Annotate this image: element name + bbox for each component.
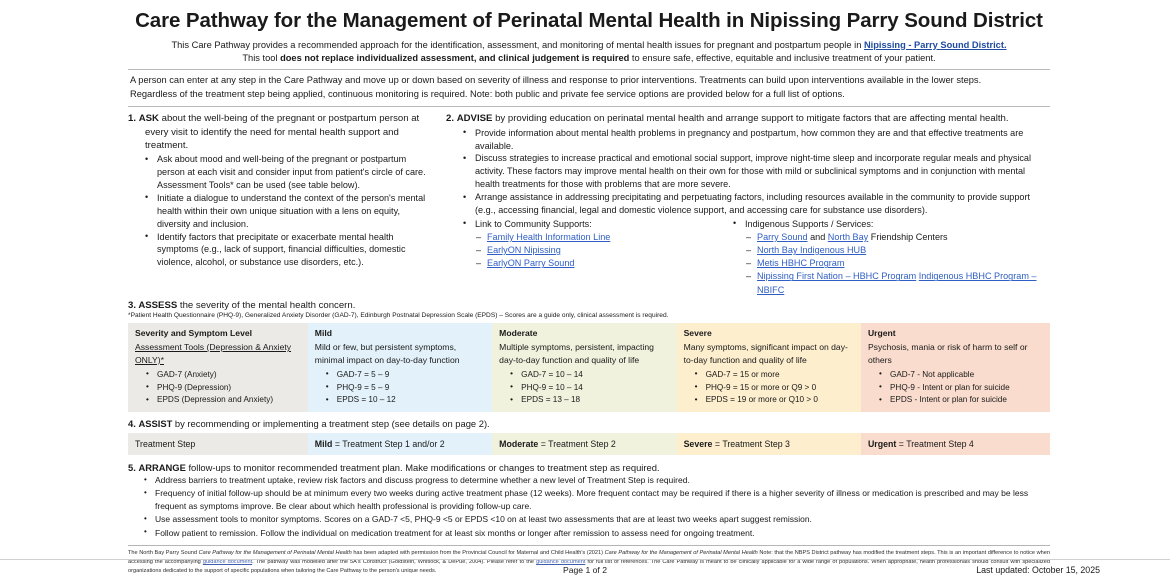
link-north-bay-friendship-centre[interactable]: North Bay [827,231,869,242]
step-1-keyword: ASK [138,113,159,125]
treatment-step-level-mild: Mild [314,439,333,450]
step-3-heading [128,300,1050,311]
intro-line-2 [128,52,1050,65]
treatment-step-cell-urgent [861,433,1050,455]
step-2-heading [446,112,1050,125]
cell-bullets [868,369,1043,407]
link-earlyon-nipissing[interactable]: EarlyON Nipissing [487,245,561,256]
entry-note-box [128,69,1050,107]
link-family-health-information-line[interactable]: Family Health Information Line [487,231,611,242]
source-note-title-2: Care Pathway for the Management of Perinatal Mental Health [604,550,758,557]
district-link[interactable]: Nipissing - Parry Sound District. [863,39,1007,50]
page-number: Page 1 of 2 [563,565,607,575]
list-item: • GAD-7 (Anxiety) [146,369,301,382]
cell-subtitle: Multiple symptoms, persistent, impacting day-to-day function and quality of life [499,342,654,366]
treatment-step-level-moderate: Moderate [499,439,539,450]
treatment-step-value-moderate: Treatment Step 2 [548,439,616,450]
intro-paragraph [128,39,1050,66]
intro-line-2-emphasis: does not replace individualized assessment, and clinical judgement is required [280,53,630,64]
treatment-step-cell-mild [308,433,492,455]
list-item: • Discuss strategies to increase practical and emotional social support, improve night-time sleep and incorporate regular meals and physical activity. These factors may improve mental health on their own for those with mild or subclinical symptoms and in conjunction with mental health treatments for those with problems that are more severe. [462,152,1050,191]
list-item [476,257,696,270]
step-4-keyword: ASSIST [138,418,173,430]
cell-bullets [499,369,669,407]
supports-links-row [446,218,1050,297]
list-item: • Arrange assistance in addressing precipitating and perpetuating factors, including resources available in the community to provide support (e.g., accessing financial, legal and domestic violence support, and accessing care for substance use disorders). [462,191,1050,217]
step-2-heading-rest: by providing education on perinatal mental health and arrange support to mitigate factors that are affecting mental health. [492,113,1009,125]
cell-subtitle: Assessment Tools (Depression & Anxiety ONLY)* [135,342,292,366]
indigenous-supports-block [716,218,1050,297]
step-3-number: 3. [128,299,137,311]
treatment-step-label-cell [128,433,308,455]
step-2-keyword: ADVISE [456,113,493,125]
indigenous-supports-header-list [716,218,1050,231]
treatment-step-sep-0: = [332,439,343,450]
list-item: • Identify factors that precipitate or exacerbate mental health symptoms (e.g., lack of support, financial difficulties, domestic violence, alcohol, or substance use disorders, etc.). [144,231,428,270]
source-note-part-d: . The pathway was modelled after the 5A's Construct (Goldstein, Whitlock, & DePue, 2004). Please refer to the [252,558,537,565]
step-3-heading-rest: the severity of the mental health concern. [177,299,356,311]
indigenous-links-list [716,231,1050,297]
list-item: • GAD-7 - Not applicable [879,369,1043,382]
link-guidance-document-2[interactable]: guidance document [536,558,586,565]
cell-subtitle: Mild or few, but persistent symptoms, minimal impact on day-to-day function [314,342,460,366]
severity-table [128,323,1050,412]
community-supports-label: • Link to Community Supports: [462,218,696,231]
footer-inner [0,565,1170,581]
cell-bullets [684,369,854,407]
treatment-step-level-severe: Severe [683,439,713,450]
indigenous-item-0-tail: Friendship Centers [868,231,948,242]
step-5-heading-rest: follow-ups to monitor recommended treatment plan. Make modifications or changes to treatment step as required. [185,462,660,474]
intro-line-1-text: This Care Pathway provides a recommended approach for the identification, assessment, and monitoring of mental health issues for pregnant and postpartum people in [171,39,864,50]
treatment-step-sep-3: = [896,439,907,450]
cell-subtitle: Psychosis, mania or risk of harm to self or others [867,342,1028,366]
step-4-number: 4. [128,418,136,430]
treatment-step-sep-1: = [538,439,549,450]
source-note-part-b: has been adapted with permission from the Provincial Council for Maternal and Child Health's (2021) [351,550,605,557]
source-note-part-c: Note: that the NBPS District pathway has modified the treatment steps. This is an important difference to notice when accessing the accompanying [128,550,1050,565]
step-4-heading [128,418,1050,429]
link-nipissing-first-nation-hbhc-program[interactable]: Nipissing First Nation – HBHC Program [757,271,917,282]
list-item: • PHQ-9 - Intent or plan for suicide [879,382,1043,395]
list-item: • Frequency of initial follow-up should be at minimum every two weeks during active treatment phase (12 weeks). More frequent contact may be required if there is a higher severity of illness or medication is prescribed and may be less frequent as symptoms improve. Be clear about which health professional is providing follow-up care. [142,487,1050,513]
step-5-keyword: ARRANGE [138,462,186,474]
list-item [746,257,1050,270]
step-1-number: 1. [128,113,137,125]
table-row [128,323,1050,412]
table-row [128,433,1050,455]
entry-note-line-2: Regardless of the treatment step being applied, continuous monitoring is required. Note: both public and private fee service options are provided below for a full list of options. [130,89,845,100]
list-item [476,244,696,257]
step-1-heading [128,112,428,152]
severity-cell-mild [308,323,492,412]
treatment-step-cell-severe [677,433,861,455]
link-parry-sound-friendship-centre[interactable]: Parry Sound [757,231,808,242]
link-metis-hbhc-program[interactable]: Metis HBHC Program [757,258,845,269]
list-item: • PHQ-9 (Depression) [146,382,301,395]
link-earlyon-parry-sound[interactable]: EarlyON Parry Sound [487,258,575,269]
treatment-step-value-mild: Treatment Step 1 and/or 2 [342,439,445,450]
cell-title: Severe [683,328,712,339]
step-1-heading-rest: about the well-being of the pregnant or postpartum person at every visit to identify the need for mental health support and treatment. [145,113,420,151]
list-item: • Use assessment tools to monitor symptoms. Scores on a GAD-7 <5, PHQ-9 <5 or EPDS <10 on at least two assessments that are at least two weeks apart suggest remission. [142,513,1050,526]
step-5-heading [128,462,1050,473]
treatment-step-value-urgent: Treatment Step 4 [906,439,974,450]
entry-note-line-1: A person can enter at any step in the Care Pathway and move up or down based on severity of illness and response to prior interventions. Treatments can build upon interventions available in the lower steps. [130,75,982,86]
list-item [476,231,696,244]
list-item [746,231,1050,244]
indigenous-item-0-mid: and [807,231,828,242]
list-item: • Initiate a dialogue to understand the context of the person's mental health within their own unique situation with a lens on equity, diversity and inclusion. [144,192,428,231]
list-item: • PHQ-9 = 5 – 9 [326,382,485,395]
community-supports-block [446,218,696,297]
source-note-title-1: Care Pathway for the Management of Perinatal Mental Health [198,550,352,557]
community-links-list [446,231,696,271]
steps-1-2-columns [128,112,1050,296]
assessment-tools-footnote: *Patient Health Questionnaire (PHQ-9), Generalized Anxiety Disorder (GAD-7), Edinburgh Postnatal Depression Scale (EPDS) – Scores are a guide only, clinical assessment is required. [128,311,669,319]
step-1-bullets [128,153,428,269]
list-item [746,244,1050,257]
list-item: • EPDS = 10 – 12 [326,394,485,407]
list-item: • PHQ-9 = 15 or more or Q9 > 0 [695,382,854,395]
link-guidance-document-1[interactable]: guidance document [202,558,253,565]
step-5-bullets [128,474,1050,539]
severity-cell-urgent [861,323,1050,412]
list-item: • EPDS (Depression and Anxiety) [146,394,301,407]
treatment-step-table [128,433,1050,455]
list-item: • PHQ-9 = 10 – 14 [510,382,669,395]
list-item: • Provide information about mental health problems in pregnancy and postpartum, how common they are and that effective treatments are available. [462,127,1050,153]
severity-cell-moderate [492,323,676,412]
list-item: • EPDS = 13 – 18 [510,394,669,407]
list-item: • Ask about mood and well-being of the pregnant or postpartum person at each visit and consider input from patient's circle of care. Assessment Tools* can be used (see table below). [144,153,428,192]
treatment-step-value-severe: Treatment Step 3 [722,439,790,450]
indigenous-supports-label: • Indigenous Supports / Services: [732,218,1050,231]
list-item: • Follow patient to remission. Follow the individual on medication treatment for at least six months or longer after remission to assess need for ongoing treatment. [142,527,1050,540]
community-supports-header-list [446,218,696,231]
step-5-number: 5. [128,462,136,474]
treatment-step-level-urgent: Urgent [867,439,897,450]
intro-line-2-suffix: to ensure safe, effective, equitable and inclusive treatment of your patient. [629,53,936,64]
treatment-step-sep-2: = [712,439,723,450]
step-1-ask [128,112,428,269]
severity-cell-header [128,323,308,412]
list-item [746,270,1050,296]
list-item: • GAD-7 = 10 – 14 [510,369,669,382]
cell-title: Mild [314,328,332,339]
list-item: • EPDS = 19 or more or Q10 > 0 [695,394,854,407]
page-footer [0,559,1170,581]
cell-title: Moderate [499,328,538,339]
source-note-part-e: for full list of references. The Care Pathway is meant to be clinically applicable for a wide range of populations. When appropriate, health professionals should consult with specialized organizations dedicated to the support of specific populations when tailoring the Care Pathway to the person's unique needs. [128,558,1051,574]
list-item: • EPDS - Intent or plan for suicide [879,394,1043,407]
last-updated-text: Last updated: October 15, 2025 [976,565,1100,575]
step-3-keyword: ASSESS [138,299,178,311]
intro-line-1 [128,39,1050,52]
list-item: • GAD-7 = 15 or more [695,369,854,382]
severity-cell-severe [677,323,861,412]
cell-title: Severity and Symptom Level [135,328,253,339]
cell-bullets [135,369,301,407]
treatment-step-label: Treatment Step [135,439,196,450]
step-2-advise [446,112,1050,296]
link-north-bay-indigenous-hub[interactable]: North Bay Indigenous HUB [757,245,867,256]
cell-subtitle: Many symptoms, significant impact on day-to-day function and quality of life [683,342,848,366]
cell-title: Urgent [867,328,896,339]
list-item: • Address barriers to treatment uptake, review risk factors and discuss progress to determine whether a new level of Treatment Step is required. [142,474,1050,487]
page-title: Care Pathway for the Management of Perinatal Mental Health in Nipissing Parry Sound District [135,9,1043,32]
link-indigenous-hbhc-program-nbifc[interactable]: Indigenous HBHC Program – NBIFC [757,271,1037,295]
step-2-bullets [446,127,1050,217]
list-item: • GAD-7 = 5 – 9 [326,369,485,382]
intro-line-2-prefix: This tool [242,53,281,64]
step-2-number: 2. [446,113,455,125]
cell-bullets [315,369,485,407]
step-4-heading-rest: by recommending or implementing a treatment step (see details on page 2). [172,418,490,430]
treatment-step-cell-moderate [492,433,676,455]
source-note-part-a: The North Bay Parry Sound [128,550,199,557]
